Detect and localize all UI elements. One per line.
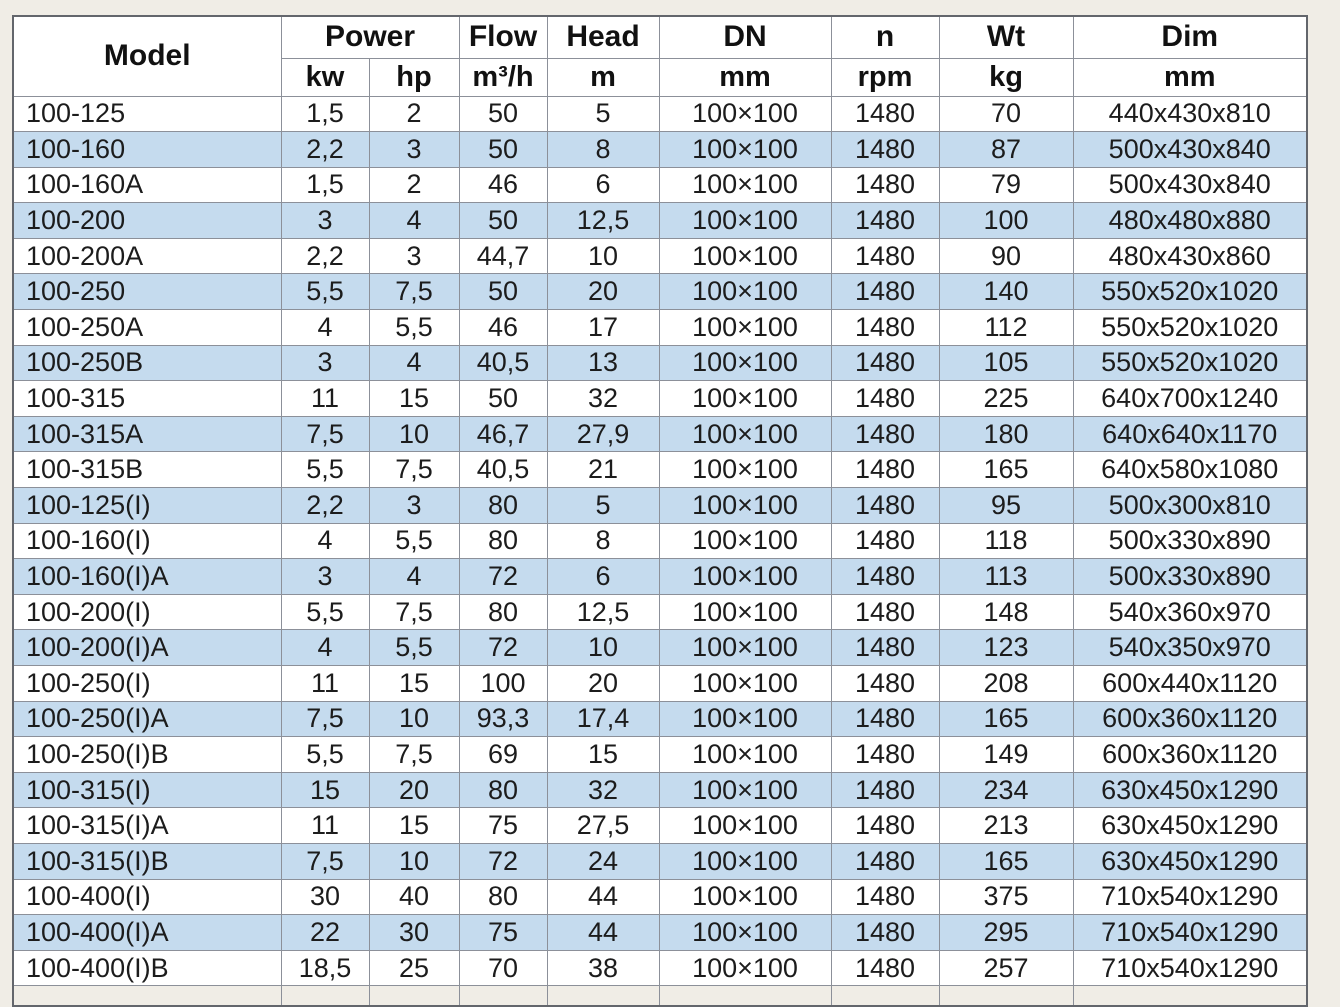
cell-dn-mm: 100×100 xyxy=(659,915,831,951)
cell-head-m: 13 xyxy=(547,345,659,381)
cell-power-kw: 2,2 xyxy=(281,238,369,274)
cell-head-m: 15 xyxy=(547,737,659,773)
table-row xyxy=(13,132,1307,168)
cell-flow-m3h: 80 xyxy=(459,879,547,915)
cell-flow-m3h: 72 xyxy=(459,630,547,666)
cell-power-kw: 1,5 xyxy=(281,96,369,132)
cell-wt-kg: 165 xyxy=(939,452,1073,488)
cell-wt-kg: 112 xyxy=(939,310,1073,346)
cell-dim-mm: 630x450x1290 xyxy=(1073,808,1307,844)
cell-model: 100-315 xyxy=(13,381,281,417)
cell-power-kw: 11 xyxy=(281,808,369,844)
table-row xyxy=(13,808,1307,844)
cell-head-m: 20 xyxy=(547,274,659,310)
cell-n-rpm: 1480 xyxy=(831,843,939,879)
cell-dim-mm: 440x430x810 xyxy=(1073,96,1307,132)
cell-n-rpm: 1480 xyxy=(831,772,939,808)
unit-kw: kw xyxy=(281,58,369,96)
cell-head-m: 17 xyxy=(547,310,659,346)
cell-flow-m3h: 46 xyxy=(459,167,547,203)
cell-head-m: 8 xyxy=(547,523,659,559)
cell-head-m: 17,4 xyxy=(547,701,659,737)
cell-power-hp: 7,5 xyxy=(369,737,459,773)
cell-model: 100-315(I)B xyxy=(13,843,281,879)
table-row xyxy=(13,737,1307,773)
cell-power-hp: 40 xyxy=(369,879,459,915)
cell-flow-m3h: 50 xyxy=(459,96,547,132)
cell-dn-mm: 100×100 xyxy=(659,737,831,773)
cell-wt-kg: 87 xyxy=(939,132,1073,168)
table-row xyxy=(13,630,1307,666)
cell-dim-mm: 710x540x1290 xyxy=(1073,915,1307,951)
cell-power-kw: 5,5 xyxy=(281,452,369,488)
cell-model: 100-250B xyxy=(13,345,281,381)
cell-flow-m3h: 40,5 xyxy=(459,345,547,381)
table-row xyxy=(13,96,1307,132)
partial-row xyxy=(13,986,1307,1006)
partial-cell xyxy=(939,986,1073,1006)
cell-wt-kg: 165 xyxy=(939,843,1073,879)
cell-n-rpm: 1480 xyxy=(831,559,939,595)
cell-dim-mm: 600x440x1120 xyxy=(1073,666,1307,702)
cell-wt-kg: 90 xyxy=(939,238,1073,274)
cell-power-kw: 7,5 xyxy=(281,701,369,737)
cell-flow-m3h: 50 xyxy=(459,381,547,417)
cell-dim-mm: 500x430x840 xyxy=(1073,132,1307,168)
cell-flow-m3h: 40,5 xyxy=(459,452,547,488)
cell-dn-mm: 100×100 xyxy=(659,488,831,524)
cell-dn-mm: 100×100 xyxy=(659,666,831,702)
cell-power-hp: 4 xyxy=(369,559,459,595)
cell-power-hp: 15 xyxy=(369,381,459,417)
cell-flow-m3h: 44,7 xyxy=(459,238,547,274)
cell-model: 100-400(I) xyxy=(13,879,281,915)
cell-wt-kg: 213 xyxy=(939,808,1073,844)
cell-wt-kg: 113 xyxy=(939,559,1073,595)
cell-power-kw: 5,5 xyxy=(281,594,369,630)
unit-m3h: m³/h xyxy=(459,58,547,96)
cell-power-hp: 10 xyxy=(369,843,459,879)
cell-dim-mm: 600x360x1120 xyxy=(1073,737,1307,773)
cell-head-m: 21 xyxy=(547,452,659,488)
cell-flow-m3h: 50 xyxy=(459,203,547,239)
cell-dim-mm: 630x450x1290 xyxy=(1073,843,1307,879)
unit-kg: kg xyxy=(939,58,1073,96)
cell-model: 100-315A xyxy=(13,416,281,452)
cell-n-rpm: 1480 xyxy=(831,701,939,737)
header-dn: DN xyxy=(659,16,831,58)
cell-model: 100-250(I) xyxy=(13,666,281,702)
cell-wt-kg: 123 xyxy=(939,630,1073,666)
cell-flow-m3h: 72 xyxy=(459,559,547,595)
cell-power-hp: 20 xyxy=(369,772,459,808)
cell-head-m: 20 xyxy=(547,666,659,702)
cell-n-rpm: 1480 xyxy=(831,132,939,168)
header-top-row xyxy=(13,16,1307,58)
cell-model: 100-315B xyxy=(13,452,281,488)
cell-n-rpm: 1480 xyxy=(831,238,939,274)
cell-power-hp: 3 xyxy=(369,488,459,524)
cell-head-m: 12,5 xyxy=(547,594,659,630)
cell-n-rpm: 1480 xyxy=(831,203,939,239)
cell-power-hp: 7,5 xyxy=(369,452,459,488)
cell-power-kw: 15 xyxy=(281,772,369,808)
cell-flow-m3h: 100 xyxy=(459,666,547,702)
cell-model: 100-125(I) xyxy=(13,488,281,524)
table-row xyxy=(13,452,1307,488)
cell-head-m: 32 xyxy=(547,772,659,808)
cell-power-kw: 30 xyxy=(281,879,369,915)
table-row xyxy=(13,345,1307,381)
cell-wt-kg: 118 xyxy=(939,523,1073,559)
cell-flow-m3h: 80 xyxy=(459,594,547,630)
cell-model: 100-200A xyxy=(13,238,281,274)
cell-dn-mm: 100×100 xyxy=(659,523,831,559)
cell-dim-mm: 550x520x1020 xyxy=(1073,310,1307,346)
cell-power-hp: 10 xyxy=(369,416,459,452)
cell-model: 100-200 xyxy=(13,203,281,239)
cell-wt-kg: 70 xyxy=(939,96,1073,132)
cell-dn-mm: 100×100 xyxy=(659,559,831,595)
cell-n-rpm: 1480 xyxy=(831,488,939,524)
cell-power-hp: 3 xyxy=(369,132,459,168)
cell-n-rpm: 1480 xyxy=(831,630,939,666)
cell-power-hp: 15 xyxy=(369,666,459,702)
cell-power-hp: 30 xyxy=(369,915,459,951)
cell-head-m: 10 xyxy=(547,238,659,274)
cell-power-kw: 5,5 xyxy=(281,737,369,773)
cell-dim-mm: 550x520x1020 xyxy=(1073,274,1307,310)
cell-flow-m3h: 72 xyxy=(459,843,547,879)
cell-model: 100-250A xyxy=(13,310,281,346)
cell-flow-m3h: 80 xyxy=(459,488,547,524)
header-wt: Wt xyxy=(939,16,1073,58)
cell-dim-mm: 710x540x1290 xyxy=(1073,950,1307,986)
cell-wt-kg: 95 xyxy=(939,488,1073,524)
cell-power-hp: 3 xyxy=(369,238,459,274)
cell-power-kw: 22 xyxy=(281,915,369,951)
cell-power-hp: 4 xyxy=(369,345,459,381)
cell-power-kw: 3 xyxy=(281,203,369,239)
cell-wt-kg: 148 xyxy=(939,594,1073,630)
cell-n-rpm: 1480 xyxy=(831,666,939,702)
header-power: Power xyxy=(281,16,459,58)
cell-power-kw: 4 xyxy=(281,630,369,666)
table-row xyxy=(13,879,1307,915)
cell-power-kw: 4 xyxy=(281,523,369,559)
cell-power-hp: 5,5 xyxy=(369,310,459,346)
cell-model: 100-160(I) xyxy=(13,523,281,559)
cell-wt-kg: 149 xyxy=(939,737,1073,773)
partial-cell xyxy=(659,986,831,1006)
cell-power-kw: 18,5 xyxy=(281,950,369,986)
cell-power-hp: 2 xyxy=(369,96,459,132)
cell-n-rpm: 1480 xyxy=(831,416,939,452)
unit-m: m xyxy=(547,58,659,96)
cell-dim-mm: 500x330x890 xyxy=(1073,523,1307,559)
cell-n-rpm: 1480 xyxy=(831,310,939,346)
cell-flow-m3h: 46 xyxy=(459,310,547,346)
unit-hp: hp xyxy=(369,58,459,96)
cell-dim-mm: 640x580x1080 xyxy=(1073,452,1307,488)
cell-model: 100-125 xyxy=(13,96,281,132)
cell-model: 100-250(I)B xyxy=(13,737,281,773)
cell-head-m: 5 xyxy=(547,488,659,524)
cell-power-kw: 4 xyxy=(281,310,369,346)
cell-dn-mm: 100×100 xyxy=(659,879,831,915)
cell-dn-mm: 100×100 xyxy=(659,772,831,808)
cell-flow-m3h: 80 xyxy=(459,772,547,808)
cell-dim-mm: 640x700x1240 xyxy=(1073,381,1307,417)
cell-dim-mm: 540x360x970 xyxy=(1073,594,1307,630)
cell-head-m: 32 xyxy=(547,381,659,417)
cell-wt-kg: 79 xyxy=(939,167,1073,203)
cell-n-rpm: 1480 xyxy=(831,274,939,310)
cell-power-hp: 10 xyxy=(369,701,459,737)
cell-dim-mm: 550x520x1020 xyxy=(1073,345,1307,381)
table-row xyxy=(13,416,1307,452)
header-head: Head xyxy=(547,16,659,58)
cell-dn-mm: 100×100 xyxy=(659,167,831,203)
pump-spec-table xyxy=(12,15,1308,1007)
partial-cell xyxy=(547,986,659,1006)
cell-dn-mm: 100×100 xyxy=(659,96,831,132)
cell-power-hp: 5,5 xyxy=(369,523,459,559)
header-dim: Dim xyxy=(1073,16,1307,58)
cell-head-m: 6 xyxy=(547,167,659,203)
table-row xyxy=(13,559,1307,595)
cell-head-m: 44 xyxy=(547,879,659,915)
partial-cell xyxy=(13,986,281,1006)
cell-head-m: 8 xyxy=(547,132,659,168)
cell-n-rpm: 1480 xyxy=(831,523,939,559)
cell-wt-kg: 165 xyxy=(939,701,1073,737)
cell-power-kw: 11 xyxy=(281,381,369,417)
partial-cell xyxy=(281,986,369,1006)
cell-dn-mm: 100×100 xyxy=(659,345,831,381)
cell-wt-kg: 208 xyxy=(939,666,1073,702)
header-model: Model xyxy=(13,16,281,96)
table-row xyxy=(13,274,1307,310)
cell-dim-mm: 600x360x1120 xyxy=(1073,701,1307,737)
cell-flow-m3h: 50 xyxy=(459,274,547,310)
cell-model: 100-250(I)A xyxy=(13,701,281,737)
cell-power-hp: 15 xyxy=(369,808,459,844)
table-row xyxy=(13,666,1307,702)
table-row xyxy=(13,167,1307,203)
table-row xyxy=(13,843,1307,879)
cell-model: 100-200(I)A xyxy=(13,630,281,666)
cell-power-kw: 2,2 xyxy=(281,132,369,168)
table-body xyxy=(13,96,1307,1006)
cell-model: 100-315(I) xyxy=(13,772,281,808)
cell-power-hp: 2 xyxy=(369,167,459,203)
cell-model: 100-160A xyxy=(13,167,281,203)
unit-rpm: rpm xyxy=(831,58,939,96)
cell-flow-m3h: 93,3 xyxy=(459,701,547,737)
cell-dn-mm: 100×100 xyxy=(659,381,831,417)
table-row xyxy=(13,203,1307,239)
cell-model: 100-400(I)A xyxy=(13,915,281,951)
cell-dn-mm: 100×100 xyxy=(659,452,831,488)
header-flow: Flow xyxy=(459,16,547,58)
cell-wt-kg: 234 xyxy=(939,772,1073,808)
table-row xyxy=(13,950,1307,986)
cell-model: 100-400(I)B xyxy=(13,950,281,986)
unit-dn-mm: mm xyxy=(659,58,831,96)
cell-power-kw: 7,5 xyxy=(281,416,369,452)
table-row xyxy=(13,310,1307,346)
cell-model: 100-160(I)A xyxy=(13,559,281,595)
cell-dn-mm: 100×100 xyxy=(659,594,831,630)
cell-wt-kg: 257 xyxy=(939,950,1073,986)
cell-head-m: 10 xyxy=(547,630,659,666)
cell-power-hp: 7,5 xyxy=(369,594,459,630)
cell-power-kw: 3 xyxy=(281,345,369,381)
cell-power-hp: 25 xyxy=(369,950,459,986)
cell-dn-mm: 100×100 xyxy=(659,310,831,346)
cell-model: 100-250 xyxy=(13,274,281,310)
cell-power-kw: 7,5 xyxy=(281,843,369,879)
cell-n-rpm: 1480 xyxy=(831,381,939,417)
cell-dim-mm: 500x430x840 xyxy=(1073,167,1307,203)
cell-head-m: 5 xyxy=(547,96,659,132)
cell-head-m: 27,9 xyxy=(547,416,659,452)
cell-flow-m3h: 46,7 xyxy=(459,416,547,452)
cell-n-rpm: 1480 xyxy=(831,950,939,986)
cell-dim-mm: 630x450x1290 xyxy=(1073,772,1307,808)
cell-wt-kg: 100 xyxy=(939,203,1073,239)
cell-n-rpm: 1480 xyxy=(831,345,939,381)
cell-head-m: 38 xyxy=(547,950,659,986)
cell-wt-kg: 140 xyxy=(939,274,1073,310)
cell-flow-m3h: 50 xyxy=(459,132,547,168)
cell-flow-m3h: 70 xyxy=(459,950,547,986)
cell-dn-mm: 100×100 xyxy=(659,238,831,274)
cell-dim-mm: 500x330x890 xyxy=(1073,559,1307,595)
cell-dn-mm: 100×100 xyxy=(659,630,831,666)
cell-dim-mm: 710x540x1290 xyxy=(1073,879,1307,915)
cell-head-m: 6 xyxy=(547,559,659,595)
cell-power-kw: 11 xyxy=(281,666,369,702)
table-row xyxy=(13,488,1307,524)
partial-cell xyxy=(459,986,547,1006)
cell-dim-mm: 480x480x880 xyxy=(1073,203,1307,239)
cell-dim-mm: 640x640x1170 xyxy=(1073,416,1307,452)
cell-wt-kg: 295 xyxy=(939,915,1073,951)
table-row xyxy=(13,915,1307,951)
cell-n-rpm: 1480 xyxy=(831,879,939,915)
unit-dim-mm: mm xyxy=(1073,58,1307,96)
cell-flow-m3h: 80 xyxy=(459,523,547,559)
cell-power-kw: 5,5 xyxy=(281,274,369,310)
partial-cell xyxy=(831,986,939,1006)
cell-n-rpm: 1480 xyxy=(831,452,939,488)
cell-power-hp: 4 xyxy=(369,203,459,239)
cell-head-m: 24 xyxy=(547,843,659,879)
cell-wt-kg: 180 xyxy=(939,416,1073,452)
cell-n-rpm: 1480 xyxy=(831,594,939,630)
cell-dn-mm: 100×100 xyxy=(659,843,831,879)
cell-dn-mm: 100×100 xyxy=(659,203,831,239)
table-row xyxy=(13,238,1307,274)
partial-cell xyxy=(369,986,459,1006)
cell-power-kw: 2,2 xyxy=(281,488,369,524)
table-row xyxy=(13,594,1307,630)
cell-power-hp: 7,5 xyxy=(369,274,459,310)
cell-head-m: 12,5 xyxy=(547,203,659,239)
cell-wt-kg: 225 xyxy=(939,381,1073,417)
cell-model: 100-160 xyxy=(13,132,281,168)
cell-dn-mm: 100×100 xyxy=(659,701,831,737)
pump-spec-table-wrap xyxy=(12,15,1308,1007)
table-row xyxy=(13,701,1307,737)
cell-flow-m3h: 75 xyxy=(459,808,547,844)
cell-flow-m3h: 69 xyxy=(459,737,547,773)
cell-dn-mm: 100×100 xyxy=(659,132,831,168)
cell-model: 100-315(I)A xyxy=(13,808,281,844)
cell-head-m: 27,5 xyxy=(547,808,659,844)
table-row xyxy=(13,772,1307,808)
cell-n-rpm: 1480 xyxy=(831,915,939,951)
partial-cell xyxy=(1073,986,1307,1006)
cell-wt-kg: 375 xyxy=(939,879,1073,915)
table-row xyxy=(13,523,1307,559)
cell-n-rpm: 1480 xyxy=(831,167,939,203)
cell-dn-mm: 100×100 xyxy=(659,950,831,986)
cell-n-rpm: 1480 xyxy=(831,737,939,773)
table-header xyxy=(13,16,1307,96)
table-row xyxy=(13,381,1307,417)
cell-dn-mm: 100×100 xyxy=(659,808,831,844)
cell-model: 100-200(I) xyxy=(13,594,281,630)
cell-dim-mm: 540x350x970 xyxy=(1073,630,1307,666)
cell-dim-mm: 480x430x860 xyxy=(1073,238,1307,274)
cell-dn-mm: 100×100 xyxy=(659,274,831,310)
cell-dim-mm: 500x300x810 xyxy=(1073,488,1307,524)
cell-n-rpm: 1480 xyxy=(831,808,939,844)
cell-power-kw: 1,5 xyxy=(281,167,369,203)
cell-n-rpm: 1480 xyxy=(831,96,939,132)
cell-flow-m3h: 75 xyxy=(459,915,547,951)
cell-power-hp: 5,5 xyxy=(369,630,459,666)
cell-wt-kg: 105 xyxy=(939,345,1073,381)
header-n: n xyxy=(831,16,939,58)
cell-dn-mm: 100×100 xyxy=(659,416,831,452)
cell-head-m: 44 xyxy=(547,915,659,951)
cell-power-kw: 3 xyxy=(281,559,369,595)
